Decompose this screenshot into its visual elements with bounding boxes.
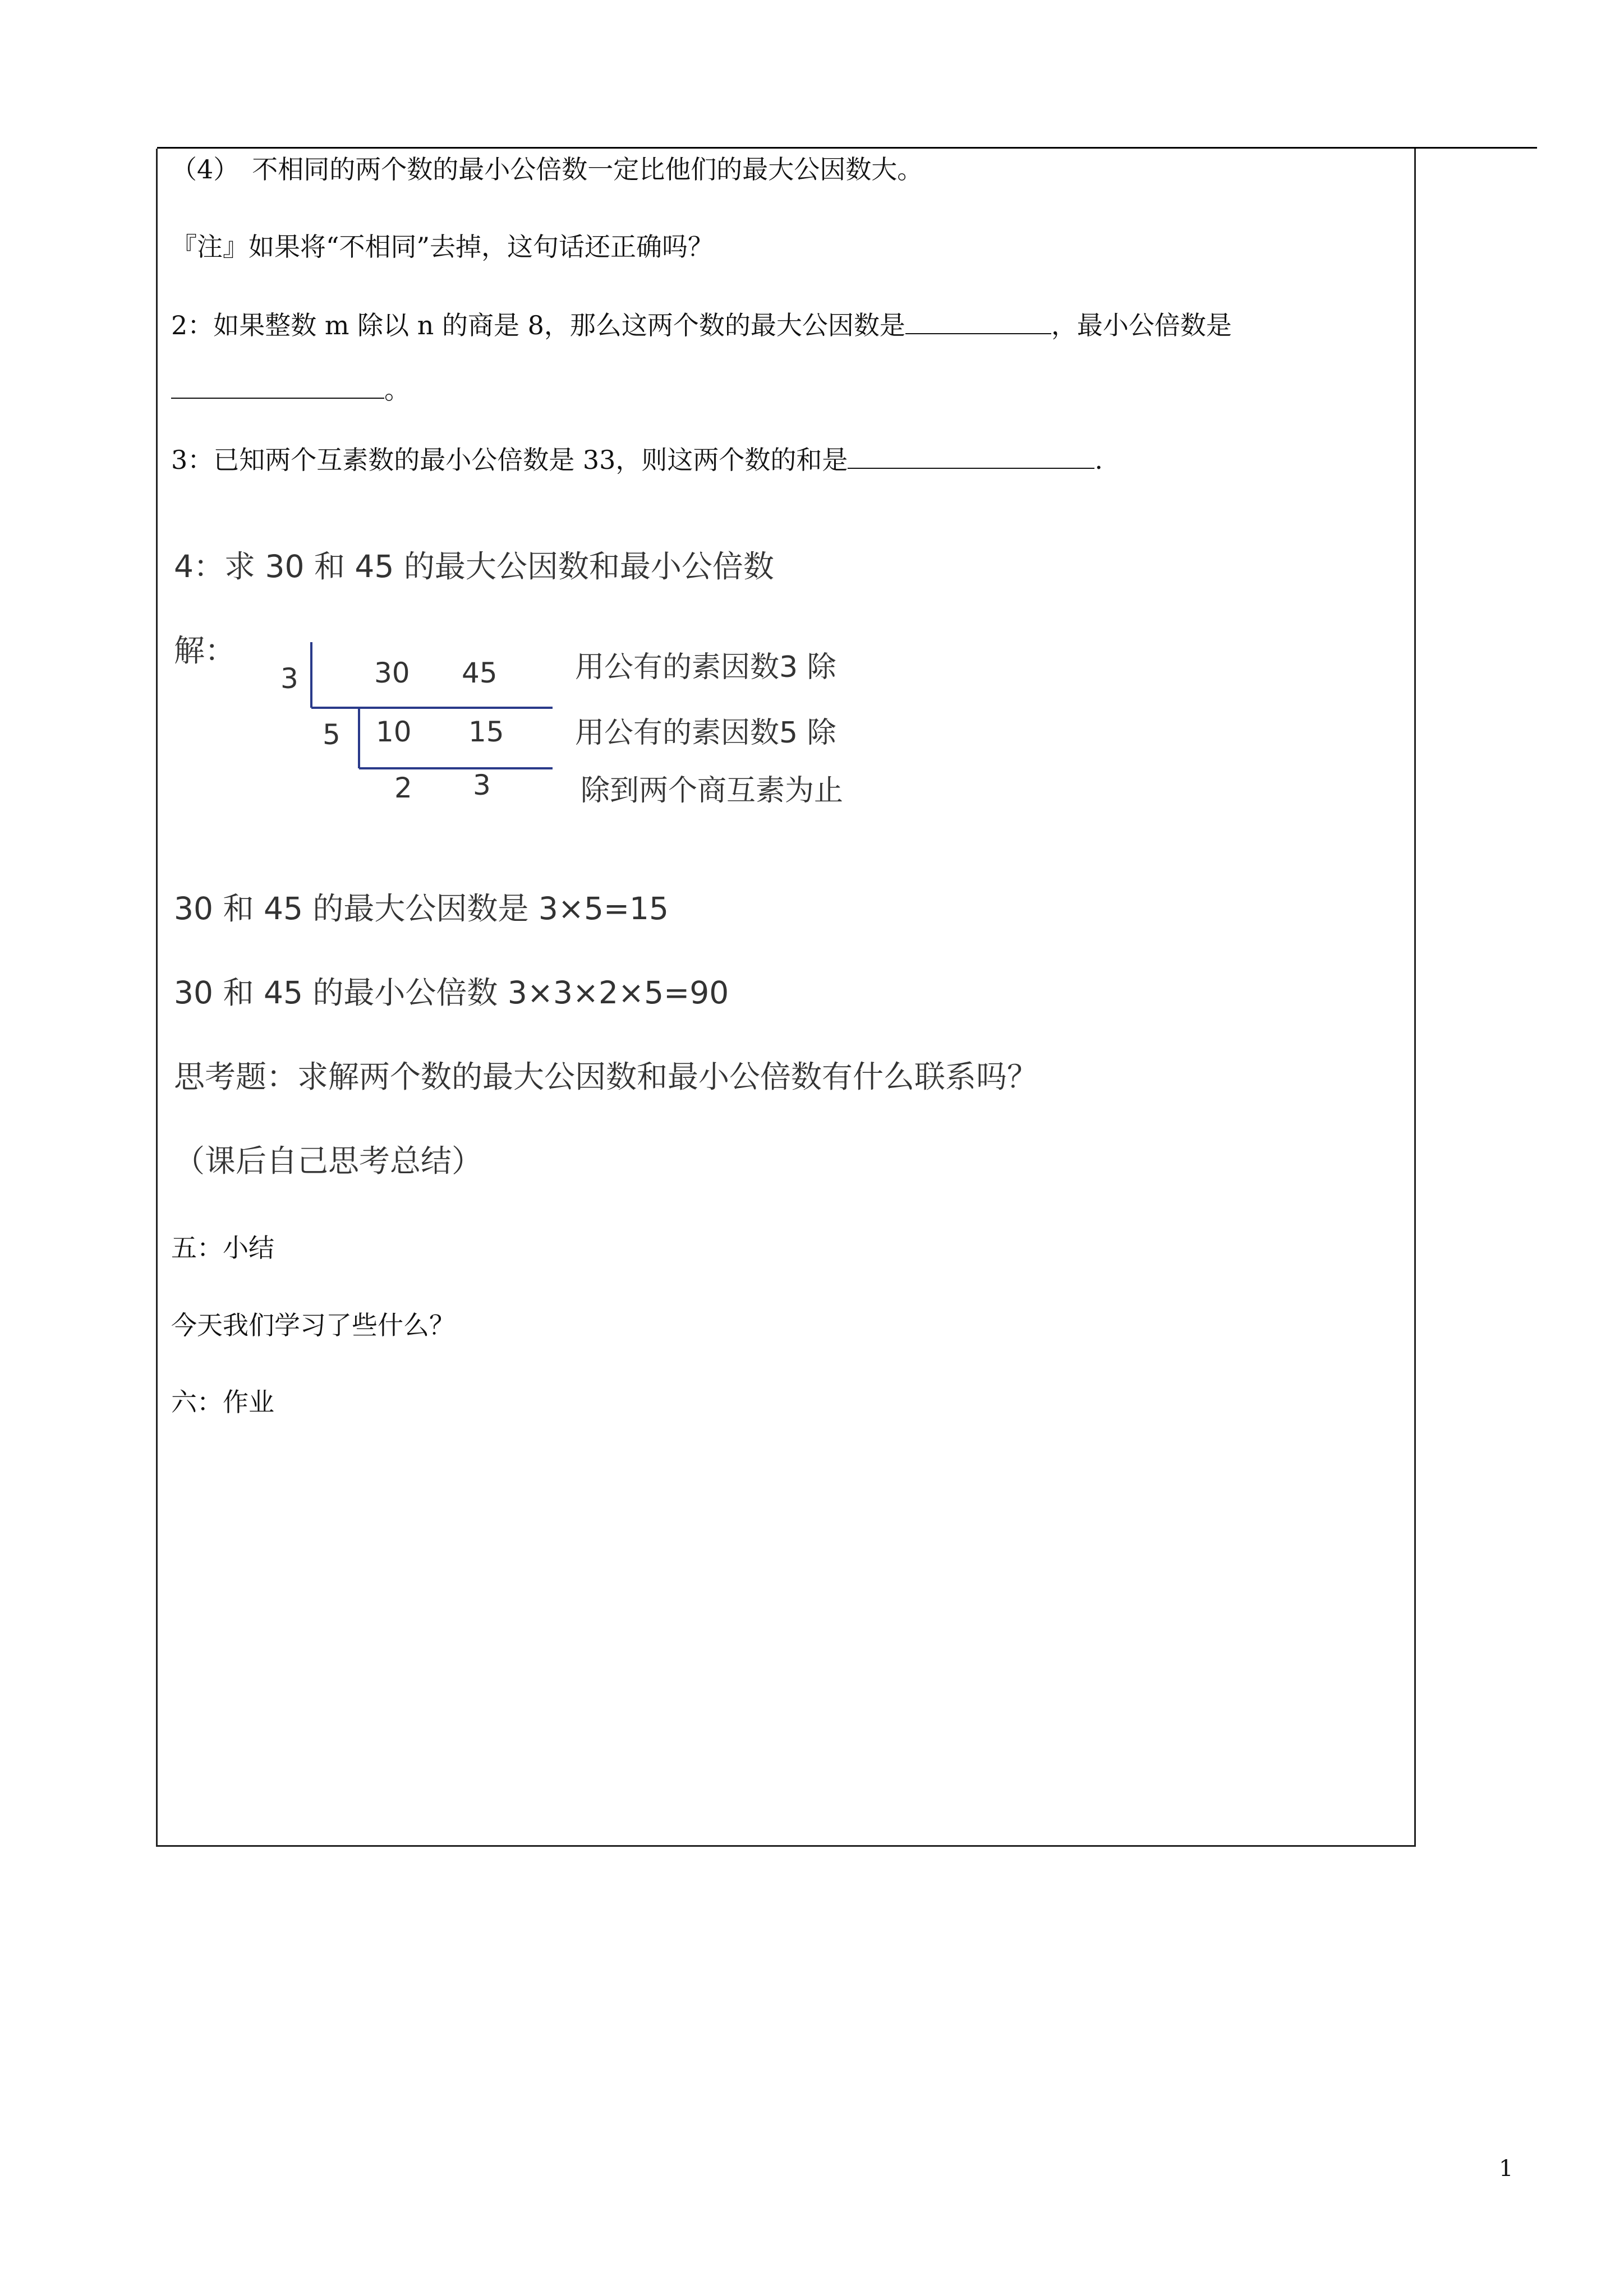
hint-until-coprime: 除到两个商互素为止 <box>581 774 844 808</box>
quotient-3: 3 <box>473 769 491 801</box>
answer-blank-sum[interactable] <box>848 445 1094 469</box>
question-4-title: 4：求 30 和 45 的最大公因数和最小公倍数 <box>174 548 774 584</box>
question-2-end: 。 <box>384 375 410 405</box>
lcm-result: 30 和 45 的最小公倍数 3×3×2×5=90 <box>174 975 729 1011</box>
answer-blank-lcm[interactable] <box>171 375 384 399</box>
short-division <box>171 628 956 813</box>
hint-divide-by-5: 用公有的素因数5 除 <box>575 716 836 750</box>
gcd-result: 30 和 45 的最大公因数是 3×5=15 <box>174 891 669 926</box>
page-number: 1 <box>1499 2156 1513 2182</box>
question-2-middle: ，最小公倍数是 <box>1051 310 1232 340</box>
note: 『注』如果将“不相同”去掉，这句话还正确吗？ <box>171 232 714 262</box>
section-homework: 六：作业 <box>171 1387 274 1417</box>
dividend-45: 45 <box>462 657 498 689</box>
division-lines <box>171 628 564 813</box>
dividend-30: 30 <box>374 657 410 689</box>
question-2-prefix: 2：如果整数 m 除以 n 的商是 8，那么这两个数的最大公因数是 <box>171 310 905 340</box>
question-3 <box>171 443 1103 477</box>
question-3-prefix: 3：已知两个互素数的最小公倍数是 33，则这两个数的和是 <box>171 445 848 475</box>
divisor-5: 5 <box>323 718 341 751</box>
divisor-3: 3 <box>280 662 298 695</box>
question-2-continued <box>171 373 410 407</box>
solution-label: 解： <box>174 633 236 668</box>
today-question: 今天我们学习了些什么？ <box>171 1310 455 1340</box>
answer-blank-gcd[interactable] <box>905 311 1051 334</box>
section-summary: 五：小结 <box>171 1233 274 1263</box>
after-class-note: （课后自己思考总结） <box>174 1143 483 1179</box>
quotient-2: 2 <box>394 772 412 804</box>
question-2 <box>171 308 1232 342</box>
question-3-end: . <box>1094 445 1103 475</box>
quotient-15: 15 <box>468 716 504 748</box>
thinking-question: 思考题：求解两个数的最大公因数和最小公倍数有什么联系吗？ <box>174 1059 1038 1095</box>
item-4: （4） 不相同的两个数的最小公倍数一定比他们的最大公因数大。 <box>171 154 923 185</box>
hint-divide-by-3: 用公有的素因数3 除 <box>575 651 836 684</box>
quotient-10: 10 <box>376 716 412 748</box>
